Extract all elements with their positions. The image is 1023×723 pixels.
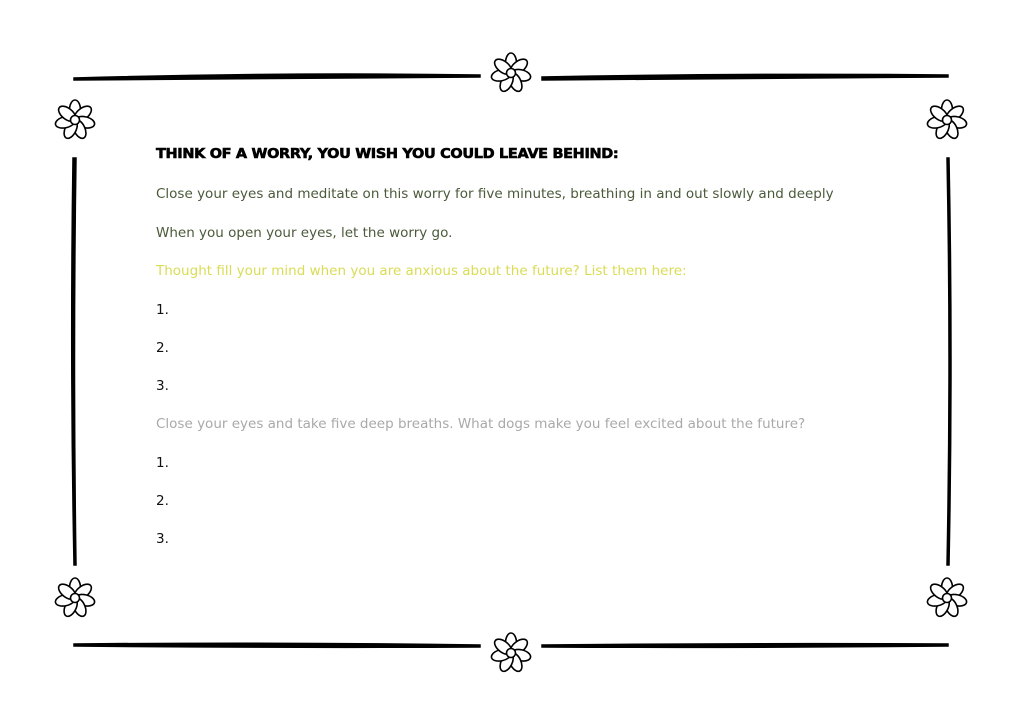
list-item-number: 3. — [156, 378, 169, 394]
top-border-right — [542, 74, 948, 80]
worksheet-heading: THINK OF A WORRY, YOU WISH YOU COULD LEAVE BEHIND: — [156, 146, 619, 162]
flower-icon-bottom-left — [54, 578, 95, 618]
flower-icon-top-right — [926, 100, 967, 140]
flower-icon-top-left — [54, 100, 95, 140]
bottom-border-right — [542, 644, 948, 648]
list-item-number: 2. — [156, 493, 169, 509]
flower-icon-top-center — [490, 53, 531, 93]
prompt-anxious-thoughts: Thought fill your mind when you are anxious about the future? List them here: — [156, 263, 687, 279]
left-border — [72, 158, 76, 565]
list-item-number: 3. — [156, 531, 169, 547]
list-item-number: 1. — [156, 302, 169, 318]
flower-icon-bottom-center — [490, 633, 531, 673]
instruction-meditate: Close your eyes and meditate on this worry for five minutes, breathing in and out slowly and deeply — [156, 186, 834, 202]
flower-icon-bottom-right — [926, 578, 967, 618]
top-border-left — [74, 74, 480, 80]
prompt-excited-future: Close your eyes and take five deep breaths. What dogs make you feel excited about the future? — [156, 416, 806, 432]
instruction-let-go: When you open your eyes, let the worry go. — [156, 225, 453, 241]
bottom-border-left — [74, 643, 480, 647]
list-item-number: 1. — [156, 455, 169, 471]
right-border — [947, 158, 951, 565]
list-item-number: 2. — [156, 340, 169, 356]
